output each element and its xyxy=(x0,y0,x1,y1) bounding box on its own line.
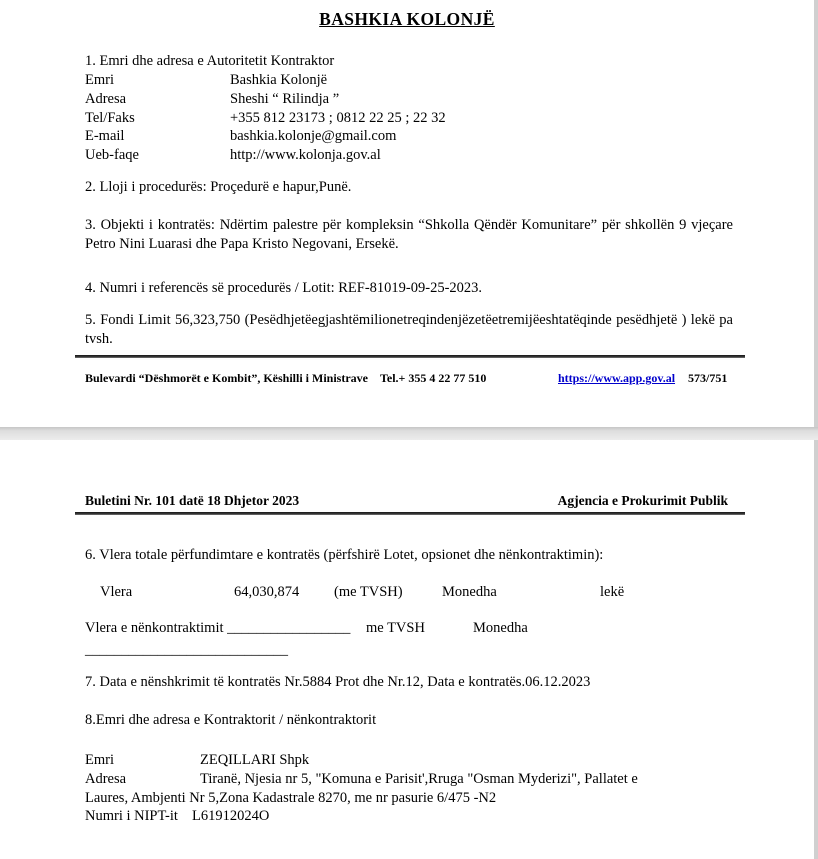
document-page-1 xyxy=(0,0,814,427)
contact-label: E-mail xyxy=(85,128,125,144)
footer-address: Bulevardi “Dëshmorët e Kombit”, Këshilli i Ministrave xyxy=(85,371,368,385)
contact-value: +355 812 23173 ; 0812 22 25 ; 22 32 xyxy=(230,110,446,126)
contractor-address-label: Adresa xyxy=(85,771,127,787)
value-vat-note: (me TVSH) xyxy=(334,584,403,600)
section-7-text: 7. Data e nënshkrimit të kontratës Nr.5884 Prot dhe Nr.12, Data e kontratës.06.12.2023 xyxy=(85,674,591,690)
contractor-address-line1: Tiranë, Njesia nr 5, "Komuna e Parisit',Rruga "Osman Myderizi", Pallatet e xyxy=(200,771,638,787)
contact-label: Adresa xyxy=(85,91,127,107)
subcontract-vat-note: me TVSH xyxy=(366,620,425,636)
contractor-name-label: Emri xyxy=(85,752,114,768)
section-5-text: 5. Fondi Limit 56,323,750 (Pesëdhjetëegjashtëmilionetreqindenjëzetëetremijëeshtatëqinde pesëdhjetë ) lekë pa tvsh. xyxy=(85,312,733,347)
contractor-name: ZEQILLARI Shpk xyxy=(200,752,310,768)
footer-rule xyxy=(75,355,745,358)
bulletin-header-right: Agjencia e Prokurimit Publik xyxy=(557,493,728,508)
bulletin-header-left: Buletini Nr. 101 datë 18 Dhjetor 2023 xyxy=(85,493,300,508)
contact-label: Ueb-faqe xyxy=(85,147,139,163)
contact-value: Bashkia Kolonjë xyxy=(230,72,328,88)
contractor-address-line2: Laures, Ambjenti Nr 5,Zona Kadastrale 8270, me nr pasurie 6/475 -N2 xyxy=(85,790,497,806)
currency-label: Monedha xyxy=(442,584,497,600)
section-3-text: 3. Objekti i kontratës: Ndërtim palestre për kompleksin “Shkolla Qëndër Komunitare” për shkollën 9 vjeçare Petro Nini Luarasi dhe Papa Kristo Negovani, Ersekë. xyxy=(85,217,733,252)
page-footer xyxy=(85,369,486,388)
page-title: BASHKIA KOLONJË xyxy=(319,9,495,29)
page-separator xyxy=(0,427,818,440)
section-2-text: 2. Lloji i procedurës: Proçedurë e hapur,Punë. xyxy=(85,179,352,195)
contact-label: Tel/Faks xyxy=(85,110,135,126)
contact-value-email: bashkia.kolonje@gmail.com xyxy=(230,128,397,144)
value-amount: 64,030,874 xyxy=(234,584,300,600)
document-page-2 xyxy=(0,440,814,859)
section-6-text: 6. Vlera totale përfundimtare e kontratës (përfshirë Lotet, opsionet dhe nënkontraktimin): xyxy=(85,547,604,563)
contact-label: Emri xyxy=(85,72,114,88)
value-label: Vlera xyxy=(100,584,133,600)
subcontract-currency-label: Monedha xyxy=(473,620,528,636)
header-rule xyxy=(75,512,745,515)
subcontract-row xyxy=(85,619,350,638)
footer-tel: Tel.+ 355 4 22 77 510 xyxy=(379,371,487,385)
contractor-nipt: L61912024O xyxy=(192,808,270,824)
contact-value: Sheshi “ Rilindja ” xyxy=(230,91,340,107)
contact-value-website: http://www.kolonja.gov.al xyxy=(230,147,381,163)
section-8-text: 8.Emri dhe adresa e Kontraktorit / nënkontraktorit xyxy=(85,712,377,728)
currency-value: lekë xyxy=(600,584,625,600)
footer-page-number: 573/751 xyxy=(688,371,728,385)
contractor-nipt-label: Numri i NIPT-it xyxy=(85,808,178,824)
subcontract-blank: _________________ xyxy=(227,620,351,636)
app-link[interactable]: https://www.app.gov.al xyxy=(558,371,676,385)
subcontract-label: Vlera e nënkontraktimit xyxy=(85,620,224,636)
blank-underscore-line: ____________________________ xyxy=(85,642,288,658)
section-4-text: 4. Numri i referencës së procedurës / Lotit: REF-81019-09-25-2023. xyxy=(85,280,483,296)
section-1-heading: 1. Emri dhe adresa e Autoritetit Kontraktor xyxy=(85,53,335,69)
